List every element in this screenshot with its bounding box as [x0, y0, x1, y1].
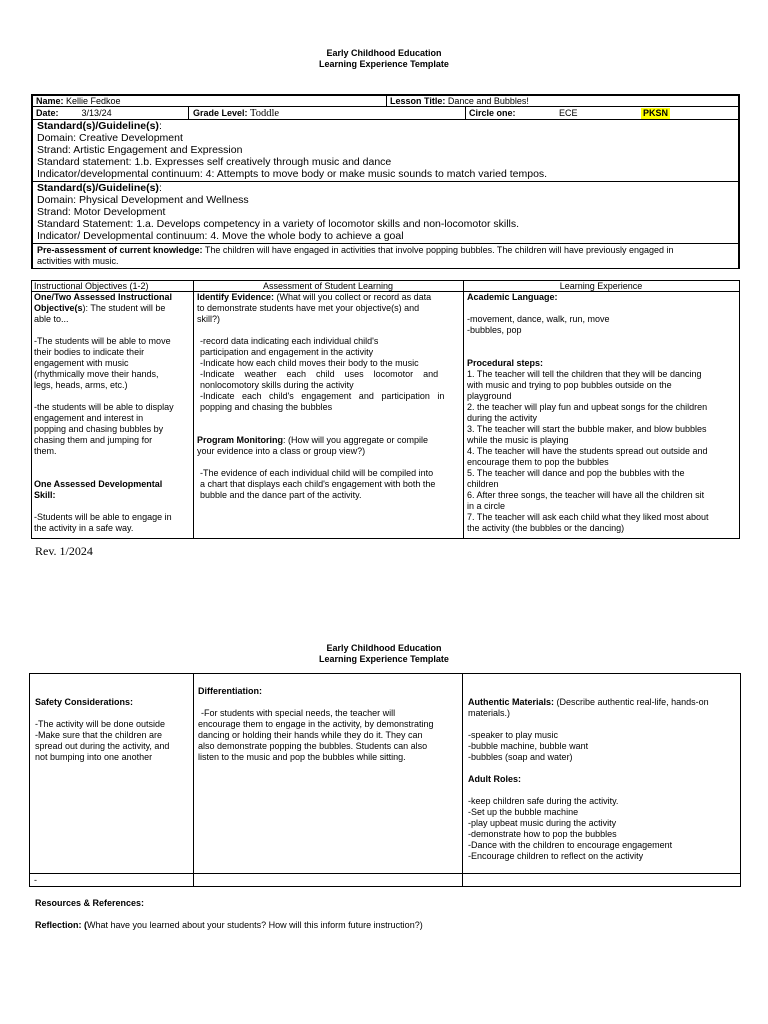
differentiation-label: Differentiation: — [198, 686, 262, 696]
academic-language-item: -bubbles, pop — [467, 325, 522, 335]
procedural-step: 4. The teacher will have the students spread out outside and — [467, 446, 708, 456]
developmental-skill-heading: One Assessed Developmental — [34, 479, 163, 489]
lesson-title-field — [390, 96, 735, 106]
safety-line: spread out during the activity, and — [35, 741, 170, 751]
objective-2-line: them. — [34, 446, 57, 456]
objectives-heading: One/Two Assessed Instructional — [34, 292, 173, 302]
differentiation-line: dancing or holding their hands while they do it. They can — [198, 730, 423, 740]
pre-assessment-label: Pre-assessment of current knowledge: — [37, 245, 203, 255]
learning-experience-column — [467, 292, 738, 538]
procedural-step: 6. After three songs, the teacher will have all the children sit — [467, 490, 705, 500]
reflection-label: Reflection: — [35, 920, 82, 930]
grade-level-value: Toddle — [250, 108, 280, 119]
safety-line: -The activity will be done outside — [35, 719, 166, 729]
date-label: Date: — [36, 108, 59, 118]
objective-1-line: (rhythmically move their hands, — [34, 369, 159, 379]
page2-title-line1: Early Childhood Education — [326, 643, 442, 653]
differentiation-line: also demonstrate popping the bubbles. Students can also — [198, 741, 428, 751]
procedural-step: 7. The teacher will ask each child what they liked most about — [467, 512, 709, 522]
evidence-item: participation and engagement in the activity — [200, 347, 374, 357]
reflection-prompt: What have you learned about your students? How will this inform future instruction?) — [87, 920, 423, 930]
standard-2-domain: Domain: Physical Development and Wellness — [37, 194, 249, 206]
standard-1-heading: Standard(s)/Guideline(s) — [37, 120, 159, 132]
developmental-skill-line: the activity in a safe way. — [34, 523, 134, 533]
procedural-step: 3. The teacher will start the bubble maker, and blow bubbles — [467, 424, 707, 434]
authentic-materials: Authentic Materials: (Describe authentic real-life, hands-on materials.) -speaker to play music -bubble machine, bubble want -bubbles (soap and water) Adult Roles: -keep children safe during the activity. -Set up the bubble machine -play upbeat music during the activity -demonstrate how to pop the bubbles -Dance with the children to encourage engagement -Encourage children to reflect on the activity — [468, 697, 739, 872]
procedural-step: 1. The teacher will tell the children that they will be dancing — [467, 369, 702, 379]
evidence-item: -Indicate how each child moves their body to the music — [200, 358, 419, 368]
differentiation-line: listen to the music and pop the bubbles while sitting. — [198, 752, 406, 762]
adult-role-item: -Set up the bubble machine — [468, 807, 579, 817]
procedural-step: during the activity — [467, 413, 538, 423]
pre-assessment-text-1: The children will have engaged in activities that involve popping bubbles. The children will have previously engaged in — [204, 245, 674, 255]
objective-2-line: engagement and interest in — [34, 413, 144, 423]
grade-level-field — [193, 108, 463, 120]
procedural-step: 2. the teacher will play fun and upbeat songs for the children — [467, 402, 708, 412]
reflection: Reflection: (What have you learned about your students? How will this inform future instruction?) — [35, 920, 423, 930]
assessment-column: Identify Evidence: (What will you collect or record as data to demonstrate students have met your objective(s) and skill?) -record data indicating each individual child's participation and engagement in the activity -Indicate how each child moves their body to the music -Indicate weather each child uses locomotor and nonlocomotory skills during the activity -Indicate each child's engagement and participation in popping and chasing the bubbles Program Monitoring: (How will you aggregate or compile your evidence into a class or group view?) -The evidence of each individual child will be compiled into a chart that displays each child's engagement with both the bubble and the dance part of the activity. — [197, 292, 461, 538]
lesson-title-value: Dance and Bubbles! — [447, 96, 529, 106]
adult-role-item: -play upbeat music during the activity — [468, 818, 617, 828]
standard-2: Standard(s)/Guideline(s): Domain: Physical Development and Wellness Strand: Motor Development Standard Statement: 1.a. Develops competency in a variety of locomotor skills and non-locomotor skills. Indicator/ Developmental continuum: 4. Move the whole body to achieve a goal — [37, 182, 737, 243]
authentic-materials-label: Authentic Materials: — [468, 697, 555, 707]
developmental-skill-line: -Students will be able to engage in — [34, 512, 172, 522]
safety-label: Safety Considerations: — [35, 697, 134, 707]
pre-assessment-text-2: activities with music. — [37, 256, 119, 266]
evidence-item: nonlocomotory skills during the activity — [200, 380, 354, 390]
monitoring-text: a chart that displays each child's engagement with both the — [200, 479, 436, 489]
objective-1-line: -The students will be able to move — [34, 336, 171, 346]
objectives-column: One/Two Assessed Instructional Objective(s): The student will be able to... -The students will be able to move their bodies to indicate their engagement with music (rhythmically move their hands, legs, heads, arms, etc.) -the students will be able to display engagement and interest in popping and chasing bubbles by chasing them and jumping for them. One Assessed Developmental Skill: -Students will be able to engage in the activity in a safe way. — [34, 292, 192, 538]
program-monitoring-label: Program Monitoring — [197, 435, 283, 445]
monitoring-text: bubble and the dance part of the activity. — [200, 490, 362, 500]
safety-line: not bumping into one another — [35, 752, 153, 762]
standard-1-continuum: Indicator/developmental continuum: 4: Attempts to move body or make music sounds to match varied tempos. — [37, 168, 548, 180]
objective-1-line: engagement with music — [34, 358, 129, 368]
procedural-step: in a circle — [467, 501, 506, 511]
circle-one-field — [469, 108, 737, 119]
academic-language-item: -movement, dance, walk, run, move — [467, 314, 610, 324]
pre-assessment — [37, 245, 737, 268]
objective-2-line: chasing them and jumping for — [34, 435, 153, 445]
grade-level-label: Grade Level: — [193, 108, 248, 118]
evidence-item: popping and chasing the bubbles — [200, 402, 333, 412]
adult-role-item: -keep children safe during the activity. — [468, 796, 619, 806]
revision-footer: Rev. 1/2024 — [35, 544, 93, 558]
procedural-step: encourage them to pop the bubbles — [467, 457, 609, 467]
resources-references-label: Resources & References: — [35, 898, 145, 908]
procedural-steps-label: Procedural steps: — [467, 358, 544, 368]
page1-title-line1: Early Childhood Education — [326, 48, 442, 58]
adult-role-item: -Dance with the children to encourage engagement — [468, 840, 673, 850]
identify-evidence-label: Identify Evidence: — [197, 292, 275, 302]
header-instructional-objectives: Instructional Objectives (1-2) — [34, 281, 149, 291]
header-assessment: Assessment of Student Learning — [262, 281, 394, 291]
circle-one-label: Circle one: — [469, 108, 516, 118]
objective-1-line: legs, heads, arms, etc.) — [34, 380, 128, 390]
evidence-item: -record data indicating each individual child's — [200, 336, 379, 346]
header-learning-experience: Learning Experience — [559, 281, 643, 291]
name-label: Name: — [36, 96, 64, 106]
standard-2-statement: Standard Statement: 1.a. Develops competency in a variety of locomotor skills and non-locomotor skills. — [37, 218, 520, 230]
circle-option-pksn: PKSN — [643, 108, 669, 118]
adult-role-item: -Encourage children to reflect on the activity — [468, 851, 644, 861]
academic-language-label: Academic Language: — [467, 292, 558, 302]
material-item: -speaker to play music — [468, 730, 559, 740]
empty-row-dash: - — [34, 875, 37, 885]
monitoring-text: -The evidence of each individual child will be compiled into — [200, 468, 434, 478]
safety-considerations — [35, 697, 191, 872]
name-value: Kellie Fedkoe — [66, 96, 121, 106]
standard-1-statement: Standard statement: 1.b. Expresses self creatively through music and dance — [37, 156, 392, 168]
name-field — [36, 96, 384, 106]
date-value: 3/13/24 — [81, 108, 112, 118]
differentiation-line: encourage them to engage in the activity, by demonstrating — [198, 719, 434, 729]
adult-role-item: -demonstrate how to pop the bubbles — [468, 829, 617, 839]
standard-1: Standard(s)/Guideline(s): Domain: Creative Development Strand: Artistic Engagement and Expression Standard statement: 1.b. Expresses self creatively through music and dance Indicator/developmental continuum: 4: Attempts to move body or make music sounds to match varied tempos. — [37, 120, 737, 181]
material-item: -bubbles (soap and water) — [468, 752, 573, 762]
evidence-item: -Indicate each child's engagement and participation in — [200, 391, 445, 401]
procedural-step: playground — [467, 391, 512, 401]
date-field — [36, 108, 186, 119]
standard-2-strand: Strand: Motor Development — [37, 206, 166, 218]
procedural-step: while the music is playing — [467, 435, 569, 445]
procedural-step: the activity (the bubbles or the dancing) — [467, 523, 625, 533]
circle-option-ece: ECE — [559, 108, 578, 118]
adult-roles-label: Adult Roles: — [468, 774, 521, 784]
objective-1-line: their bodies to indicate their — [34, 347, 145, 357]
procedural-step: children — [467, 479, 499, 489]
standard-1-strand: Strand: Artistic Engagement and Expression — [37, 144, 243, 156]
standard-1-domain: Domain: Creative Development — [37, 132, 183, 144]
objective-2-line: -the students will be able to display — [34, 402, 174, 412]
differentiation — [198, 686, 460, 872]
differentiation-line: -For students with special needs, the teacher will — [201, 708, 396, 718]
procedural-step: with music and trying to pop bubbles outside on the — [467, 380, 672, 390]
standard-2-continuum: Indicator/ Developmental continuum: 4. Move the whole body to achieve a goal — [37, 230, 404, 242]
page2-title-line2: Learning Experience Template — [319, 654, 449, 664]
standard-2-heading: Standard(s)/Guideline(s) — [37, 182, 159, 194]
evidence-item: -Indicate weather each child uses locomotor and — [200, 369, 439, 379]
safety-line: -Make sure that the children are — [35, 730, 163, 740]
page1-title-line2: Learning Experience Template — [319, 59, 449, 69]
objective-2-line: popping and chasing bubbles by — [34, 424, 164, 434]
material-item: -bubble machine, bubble want — [468, 741, 589, 751]
lesson-title-label: Lesson Title: — [390, 96, 446, 106]
procedural-step: 5. The teacher will dance and pop the bubbles with the — [467, 468, 685, 478]
